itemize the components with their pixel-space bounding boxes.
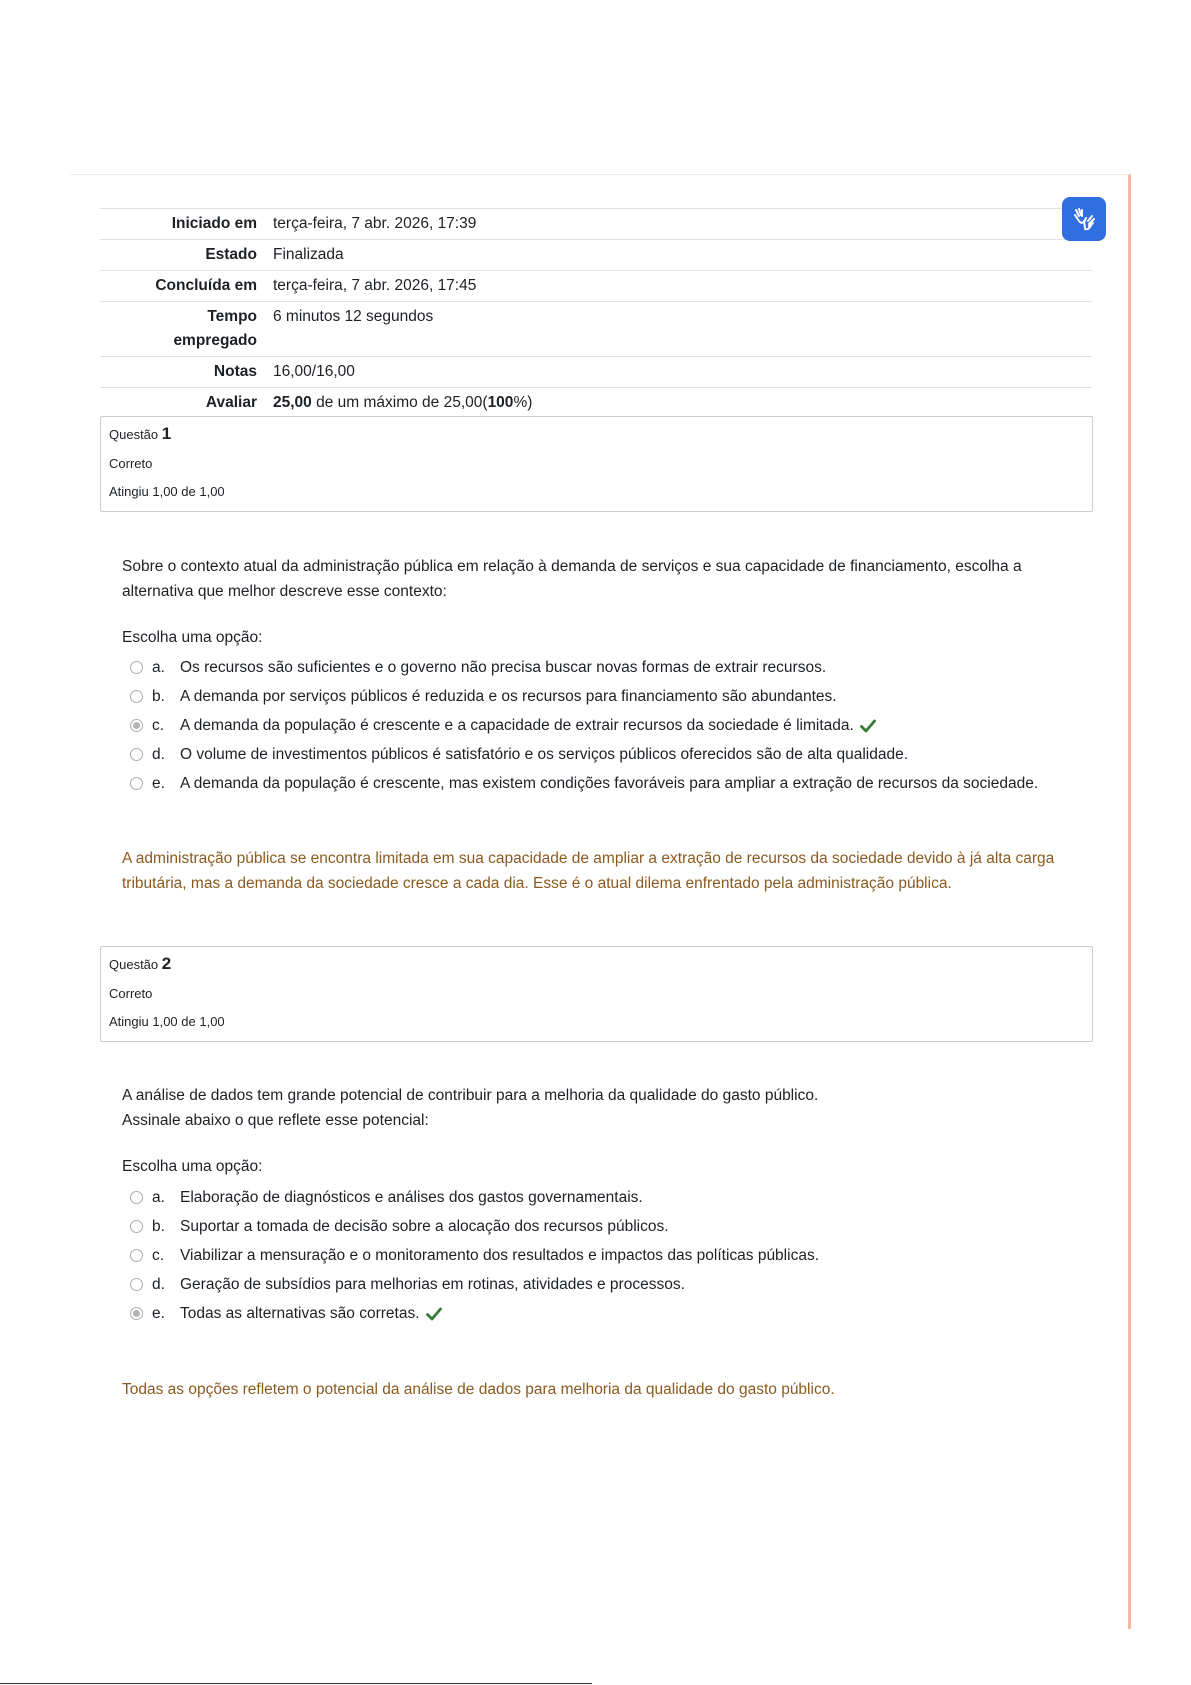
radio-button[interactable] [130, 777, 143, 790]
answer-option-a[interactable] [130, 1183, 1090, 1212]
answer-option-a[interactable] [130, 653, 1090, 682]
summary-label: Notas [213, 363, 257, 380]
check-icon [426, 1307, 442, 1321]
question-number [109, 954, 171, 974]
question-grade: Atingiu 1,00 de 1,00 [109, 484, 225, 499]
question-label: Questão [109, 957, 159, 972]
answer-option-e[interactable] [130, 1299, 1090, 1328]
answer-text: Os recursos são suficientes e o governo não precisa buscar novas formas de extrair recursos. [180, 658, 827, 676]
feedback-line: tributária, mas a demanda da sociedade cresce a cada dia. Esse é o atual dilema enfrentado pela administração pública. [122, 875, 952, 892]
summary-grade-value [273, 388, 1092, 419]
summary-value: terça-feira, 7 abr. 2026, 17:39 [273, 215, 477, 232]
answer-letter: d. [152, 1275, 165, 1293]
answer-letter: c. [152, 1246, 165, 1264]
radio-button[interactable] [130, 690, 143, 703]
question-1-answers [130, 653, 1090, 798]
check-icon [860, 719, 876, 733]
question-1-feedback [122, 846, 1082, 896]
summary-row-completed [100, 271, 1092, 302]
answer-text: A demanda da população é crescente e a capacidade de extrair recursos da sociedade é limitada. [180, 716, 854, 734]
question-2-answers [130, 1183, 1090, 1328]
question-state: Correto [109, 986, 153, 1001]
radio-button[interactable] [130, 661, 143, 674]
question-2-info [100, 946, 1093, 1042]
answer-option-b[interactable] [130, 1212, 1090, 1241]
answer-text: O volume de investimentos públicos é satisfatório e os serviços públicos oferecidos são de alta qualidade. [180, 745, 909, 763]
radio-button[interactable] [130, 1278, 143, 1291]
answer-letter: c. [152, 716, 165, 734]
feedback-line: A administração pública se encontra limitada em sua capacidade de ampliar a extração de recursos da sociedade devido à já alta carga [122, 850, 1055, 867]
question-2-text [122, 1083, 1082, 1133]
radio-button-selected[interactable] [130, 1307, 143, 1320]
radio-button[interactable] [130, 748, 143, 761]
summary-row-marks [100, 357, 1092, 388]
grade-score: 25,00 [273, 394, 312, 411]
answer-option-c[interactable] [130, 711, 1090, 740]
question-number [109, 424, 171, 444]
summary-label: Estado [205, 246, 257, 263]
answer-letter: b. [152, 1217, 165, 1235]
answer-option-b[interactable] [130, 682, 1090, 711]
answer-text: Todas as alternativas são corretas. [180, 1304, 420, 1322]
grade-text: de um máximo de 25,00( [311, 394, 488, 411]
summary-label: Iniciado em [171, 215, 257, 232]
question-text-line: alternativa que melhor descreve esse contexto: [122, 583, 447, 600]
footer-divider [0, 1683, 592, 1684]
answer-letter: e. [152, 1304, 165, 1322]
answer-text: Suportar a tomada de decisão sobre a alocação dos recursos públicos. [180, 1217, 669, 1235]
question-2-feedback [122, 1377, 1082, 1402]
grade-suffix: %) [513, 394, 533, 411]
answer-letter: a. [152, 1188, 165, 1206]
sign-language-hands-icon [1070, 205, 1098, 233]
question-1-text [122, 554, 1082, 604]
summary-row-state [100, 240, 1092, 271]
answer-letter: d. [152, 745, 165, 763]
summary-label: Tempo empregado [173, 308, 257, 349]
summary-value: terça-feira, 7 abr. 2026, 17:45 [273, 277, 477, 294]
question-state: Correto [109, 456, 153, 471]
question-number-value: 1 [161, 424, 172, 443]
question-grade: Atingiu 1,00 de 1,00 [109, 1014, 225, 1029]
answer-text: Geração de subsídios para melhorias em rotinas, atividades e processos. [180, 1275, 685, 1293]
summary-row-time-taken [100, 302, 1092, 357]
answer-text: A demanda da população é crescente, mas existem condições favoráveis para ampliar a extração de recursos da sociedade. [180, 774, 1039, 792]
summary-label: Avaliar [205, 394, 257, 411]
radio-button[interactable] [130, 1249, 143, 1262]
accessibility-button[interactable] [1062, 197, 1106, 241]
summary-row-started [100, 209, 1092, 240]
feedback-line: Todas as opções refletem o potencial da análise de dados para melhoria da qualidade do gasto público. [122, 1381, 835, 1398]
answer-option-e[interactable] [130, 769, 1090, 798]
answer-prompt: Escolha uma opção: [122, 1158, 263, 1175]
answer-letter: e. [152, 774, 165, 792]
question-label: Questão [109, 427, 159, 442]
question-text-line: Sobre o contexto atual da administração pública em relação à demanda de serviços e sua capacidade de financiamento, escolha a [122, 558, 1022, 575]
radio-button[interactable] [130, 1220, 143, 1233]
summary-label: Concluída em [155, 277, 257, 294]
radio-button-selected[interactable] [130, 719, 143, 732]
answer-prompt: Escolha uma opção: [122, 629, 263, 646]
attempt-summary-table [100, 208, 1092, 418]
answer-letter: b. [152, 687, 165, 705]
answer-letter: a. [152, 658, 165, 676]
summary-value: Finalizada [273, 246, 344, 263]
answer-text: Viabilizar a mensuração e o monitoramento dos resultados e impactos das políticas públicas. [180, 1246, 819, 1264]
question-text-line: A análise de dados tem grande potencial de contribuir para a melhoria da qualidade do gasto público. [122, 1087, 819, 1104]
answer-option-d[interactable] [130, 1270, 1090, 1299]
radio-button[interactable] [130, 1191, 143, 1204]
summary-row-grade [100, 388, 1092, 419]
question-1-info [100, 416, 1093, 512]
answer-text: A demanda por serviços públicos é reduzida e os recursos para financiamento são abundantes. [180, 687, 837, 705]
summary-value: 6 minutos 12 segundos [273, 308, 434, 325]
summary-value: 16,00/16,00 [273, 363, 355, 380]
question-number-value: 2 [161, 954, 172, 973]
answer-option-d[interactable] [130, 740, 1090, 769]
grade-percent: 100 [487, 394, 514, 411]
answer-text: Elaboração de diagnósticos e análises dos gastos governamentais. [180, 1188, 643, 1206]
question-text-line: Assinale abaixo o que reflete esse potencial: [122, 1112, 429, 1129]
answer-option-c[interactable] [130, 1241, 1090, 1270]
